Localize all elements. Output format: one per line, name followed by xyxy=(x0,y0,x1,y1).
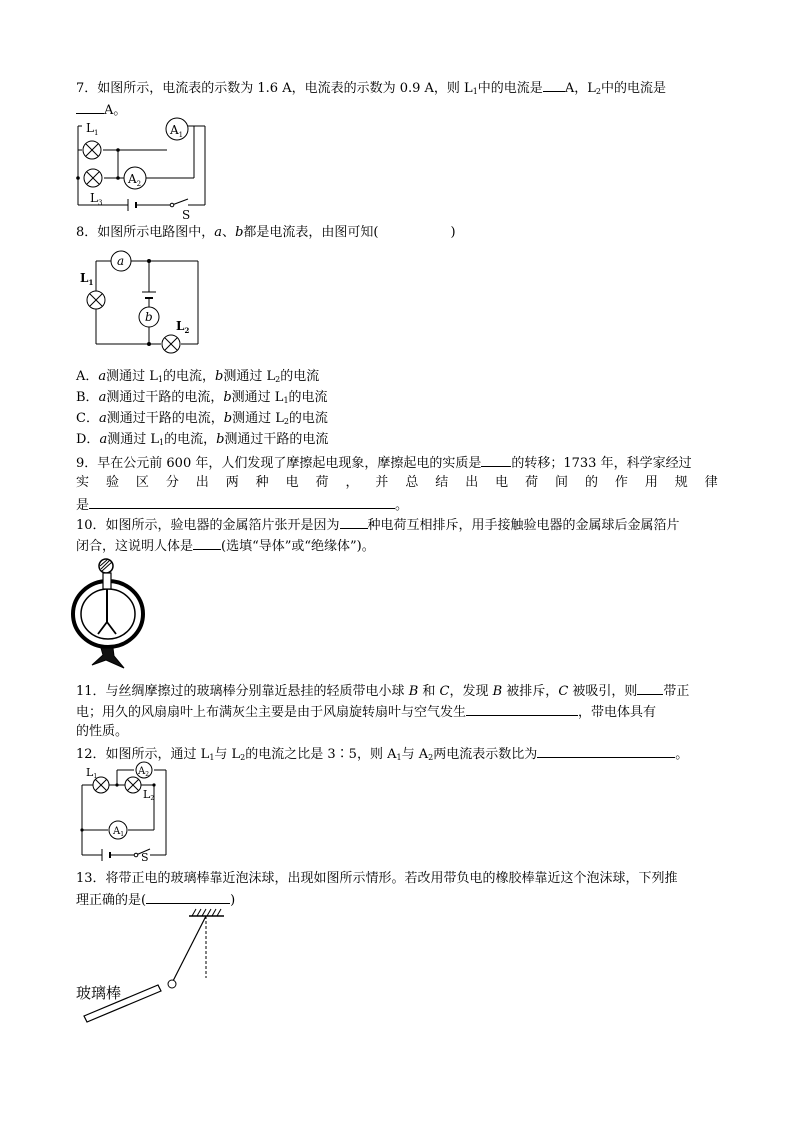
q7-text: 中的电流是 xyxy=(477,81,543,96)
q8-option-c[interactable]: C．a测通过干路的电流，b测通过 $L_2$的电流 xyxy=(76,411,328,426)
q10-line2 xyxy=(76,536,375,556)
q7-line1: 7．如图所示，电流表的示数为 1.6 A，电流表的示数为 0.9 A，则 $L_1$中的电流是 A，$L_2$中的电流是 xyxy=(76,78,666,98)
q8-stem xyxy=(76,224,456,242)
q8-text: 都是电流表，由图可知( xyxy=(243,225,379,240)
electroscope-illustration xyxy=(70,556,160,676)
q10-line1 xyxy=(76,515,680,535)
q8-circuit-diagram xyxy=(76,248,206,360)
lamp-l2-icon xyxy=(125,777,141,793)
svg-text:A1: $A_1$ xyxy=(113,826,125,838)
switch-icon xyxy=(134,853,138,857)
q11-blank-1[interactable] xyxy=(637,681,663,695)
lamp-l3-icon xyxy=(84,169,102,187)
q7-circuit-diagram xyxy=(70,116,220,220)
q8-text: b xyxy=(235,225,244,240)
svg-text:L2: $L_2$ xyxy=(176,319,190,335)
stand-icon xyxy=(92,648,124,668)
q10-text: 种电荷互相排斥，用手接触验电器的金属球后金属箔片 xyxy=(367,518,680,533)
q7-blank-2[interactable] xyxy=(76,100,104,114)
q9-blank-2[interactable] xyxy=(89,495,395,509)
svg-text:A2: $A_2$ xyxy=(138,766,150,778)
svg-text:A2: $A_2$ xyxy=(128,172,142,188)
svg-text:A1: $A_1$ xyxy=(170,123,184,139)
battery-icon xyxy=(102,849,110,861)
q11-line1: 11．与丝绸摩擦过的玻璃棒分别靠近悬挂的轻质带电小球 B 和 C，发现 B 被排斥，C 被吸引，则 带正 xyxy=(76,681,689,701)
q9-text: 的转移；1733 年，科学家经过 xyxy=(511,456,692,471)
svg-text:L1: $L_1$ xyxy=(80,271,94,287)
q8-option-b[interactable]: B．a测通过干路的电流，b测通过 $L_1$的电流 xyxy=(76,390,328,405)
q9-blank-1[interactable] xyxy=(481,453,511,467)
q8-text: ) xyxy=(450,225,456,240)
svg-text:S: S xyxy=(141,851,149,862)
q10-text: 10．如图所示，验电器的金属箔片张开是因为 xyxy=(76,518,340,533)
lamp-l1-icon xyxy=(83,141,101,159)
svg-text:a: a xyxy=(117,254,125,268)
q11-blank-2[interactable] xyxy=(466,702,578,716)
q9-line2: 实 验 区 分 出 两 种 电 荷 ， 并 总 结 出 电 荷 间 的 作 用 规 律 xyxy=(76,475,718,490)
q8-option-a[interactable]: A．a测通过 $L_1$的电流，b测通过 $L_2$的电流 xyxy=(76,369,320,384)
q9-line3 xyxy=(76,495,408,515)
q9-text: 是 xyxy=(76,498,90,513)
q10-text: (选填“导体”或“绝缘体”)。 xyxy=(221,539,375,554)
svg-text:L1: $L_1$ xyxy=(86,121,99,137)
q12-blank-1[interactable] xyxy=(537,744,675,758)
q9-text: 。 xyxy=(395,498,409,513)
svg-text:L3: $L_3$ xyxy=(90,191,103,207)
q11-line3: 的性质。 xyxy=(76,724,129,739)
svg-text:S: S xyxy=(182,208,191,220)
thread-icon xyxy=(173,916,206,981)
q10-blank-1[interactable] xyxy=(340,515,368,529)
lamp-l1-icon xyxy=(87,291,105,309)
q9-text: 9．早在公元前 600 年，人们发现了摩擦起电现象，摩擦起电的实质是 xyxy=(76,456,482,471)
svg-text:L2: L2 xyxy=(143,788,155,802)
q7-text: A，L xyxy=(564,81,596,96)
q7-text: A。 xyxy=(104,103,127,118)
q13-figure xyxy=(74,908,244,1028)
q8-text: 8．如图所示电路图中， xyxy=(76,225,215,240)
q13-line1: 13．将带正电的玻璃棒靠近泡沫球，出现如图所示情形。若改用带负电的橡胶棒靠近这个泡沫球，下列推 xyxy=(76,871,678,886)
svg-text:L1: L1 xyxy=(86,766,98,780)
q12-line1: 12．如图所示，通过 $L_1$与 $L_2$的电流之比是 3∶5，则 $A_1$与 $A_2$两电流表示数比为 。 xyxy=(76,744,688,764)
q7-blank-1[interactable] xyxy=(543,78,565,92)
svg-text:b: b xyxy=(145,310,153,324)
foam-ball-icon xyxy=(168,980,176,988)
q9-line1 xyxy=(76,453,692,473)
q7-text: 中的电流是 xyxy=(600,81,666,96)
lamp-l2-icon xyxy=(162,335,180,353)
q8-text: 、 xyxy=(222,225,236,240)
glass-rod-label: 玻璃棒 xyxy=(76,984,122,1002)
q11-line2: 电；用久的风扇扇叶上布满灰尘主要是由于风扇旋转扇叶与空气发生 ，带电体具有 xyxy=(76,702,656,722)
q13-answer-blank[interactable] xyxy=(146,890,230,904)
battery-icon xyxy=(142,292,156,298)
q8-text: a xyxy=(214,225,223,240)
q10-blank-2[interactable] xyxy=(193,536,221,550)
battery-icon xyxy=(128,199,136,211)
switch-icon xyxy=(170,203,174,207)
q12-circuit-diagram xyxy=(74,760,184,862)
q13-line2: 理正确的是( ) xyxy=(76,890,235,910)
q7-text: 7．如图所示，电流表的示数为 1.6 A，电流表的示数为 0.9 A，则 L xyxy=(76,81,473,96)
q8-option-d[interactable]: D．a测通过 $L_1$的电流，b测通过干路的电流 xyxy=(76,432,329,447)
q10-text: 闭合，这说明人体是 xyxy=(76,539,194,554)
